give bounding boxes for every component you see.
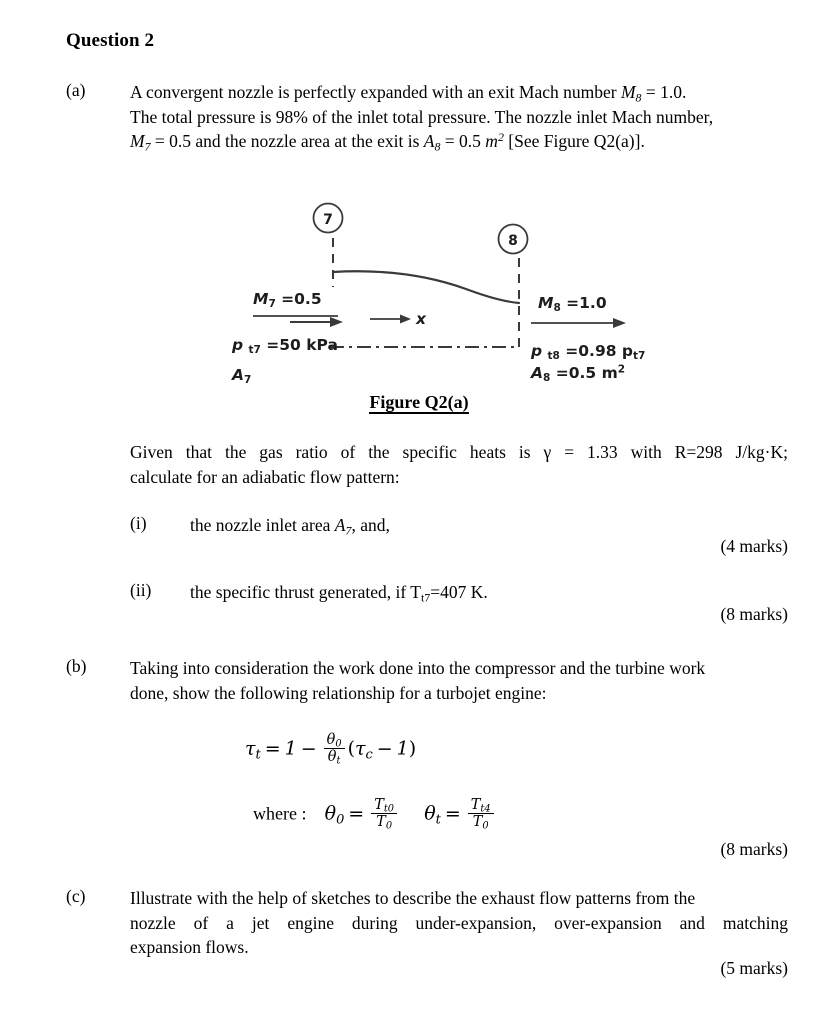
part-c-marks: (5 marks) (720, 958, 788, 978)
theta-ratio-fraction (324, 732, 345, 765)
station-8-bubble-label: 8 (508, 233, 518, 249)
tau-equation: $\tau_t = 1$ − $\frac{\theta_0}{\theta_t}$ $(\tau_c - 1)$ (245, 732, 417, 767)
inlet-flow-arrow-head (330, 317, 343, 327)
nozzle-wall-curve (333, 271, 519, 303)
part-b-line2: done, show the following relationship for a turbojet engine: (130, 682, 547, 703)
inlet-mach-label: $M_7 =0.5$ (253, 290, 322, 310)
x-axis-arrow-head (400, 315, 411, 324)
part-c-text (130, 886, 790, 960)
part-a-line3: $M_7 = 0.5$ and the nozzle area at the exit is $A_8 = 0.5$ $m^2$ [See Figure Q2(a)]. (130, 129, 645, 154)
inlet-pressure-label: p $_{t7}$ =50 kPa (232, 336, 338, 356)
gamma-symbol: γ (543, 442, 552, 462)
given-line1: Given that the gas ratio of the specific heats is γ = 1.33 with R=298 J/kg·K; (130, 442, 788, 462)
part-c-line1: Illustrate with the help of sketches to describe the exhaust flow patterns from the (130, 888, 696, 908)
theta0-definition-fraction: $\frac{T_{t0}}{T_0}$ (371, 797, 397, 830)
given-text (130, 440, 788, 489)
item-i-marks: (4 marks) (720, 536, 788, 556)
item-ii-text: the specific thrust generated, if $T_{t7}=407$ K. (190, 582, 488, 605)
part-a-marker: (a) (66, 80, 86, 100)
item-i-marker: (i) (130, 513, 147, 533)
station-7-bubble-label: 7 (323, 212, 333, 228)
part-c-line2: nozzle of a jet engine during under-expansion, over-expansion and matching (130, 912, 788, 933)
part-b-text (130, 656, 790, 705)
part-a-line1: A convergent nozzle is perfectly expanded with an exit Mach number $M_8 = 1.0$. (130, 82, 687, 105)
thetat-denominator: $\theta_t$ (324, 748, 345, 765)
given-line2: calculate for an adiabatic flow pattern: (130, 466, 400, 487)
part-b-line1: Taking into consideration the work done into the compressor and the turbine work (130, 658, 706, 678)
symbol-m7: $M_7$ (130, 131, 151, 154)
part-c-line3: expansion flows. (130, 937, 249, 957)
exit-mach-label: $M_8 =1.0$ (538, 294, 607, 314)
item-i-text: the nozzle inlet area $A_7$, and, (190, 515, 390, 538)
symbol-tt7-sub: t7 (420, 590, 431, 605)
exit-flow-arrow-head (613, 318, 626, 328)
where-label: where : (253, 803, 307, 824)
exit-area-label: $A_8 =0.5$ $m^2$ (531, 363, 626, 384)
figure-caption: Figure Q2(a) (369, 392, 469, 412)
item-ii-marker: (ii) (130, 580, 152, 600)
part-c-marker: (c) (66, 886, 86, 906)
inlet-area-label: $A_7$ (232, 366, 252, 386)
page-title: Question 2 (66, 30, 155, 51)
item-ii-marks: (8 marks) (720, 604, 788, 624)
exit-pressure-label: p $_{t8}$ =0.98 $p_{t7}$ (531, 342, 646, 362)
x-axis-label: x (416, 310, 426, 328)
where-definitions: where : $\theta_0$ = $\frac{T_{t0}}{T_0}$ $\theta_t$ = $\frac{T_{t4}}{T_0}$ (253, 798, 497, 831)
part-a-line2: The total pressure is 98% of the inlet total pressure. The nozzle inlet Mach number, (130, 106, 714, 127)
unit-m2: $m^2$ (485, 129, 504, 151)
symbol-m8: $M_8$ (620, 82, 642, 105)
part-b-marker: (b) (66, 656, 87, 676)
nozzle-diagram-svg (0, 190, 838, 420)
thetat-definition-fraction: $\frac{T_{t4}}{T_0}$ (468, 797, 494, 830)
symbol-a8: $A_8$ (423, 131, 441, 154)
part-b-marks: (8 marks) (720, 839, 788, 859)
figure-q2a (0, 190, 838, 420)
theta0-numerator: $\theta_0$ (326, 732, 342, 750)
part-a-text (130, 80, 790, 154)
symbol-a7: $A_7$ (334, 515, 352, 538)
